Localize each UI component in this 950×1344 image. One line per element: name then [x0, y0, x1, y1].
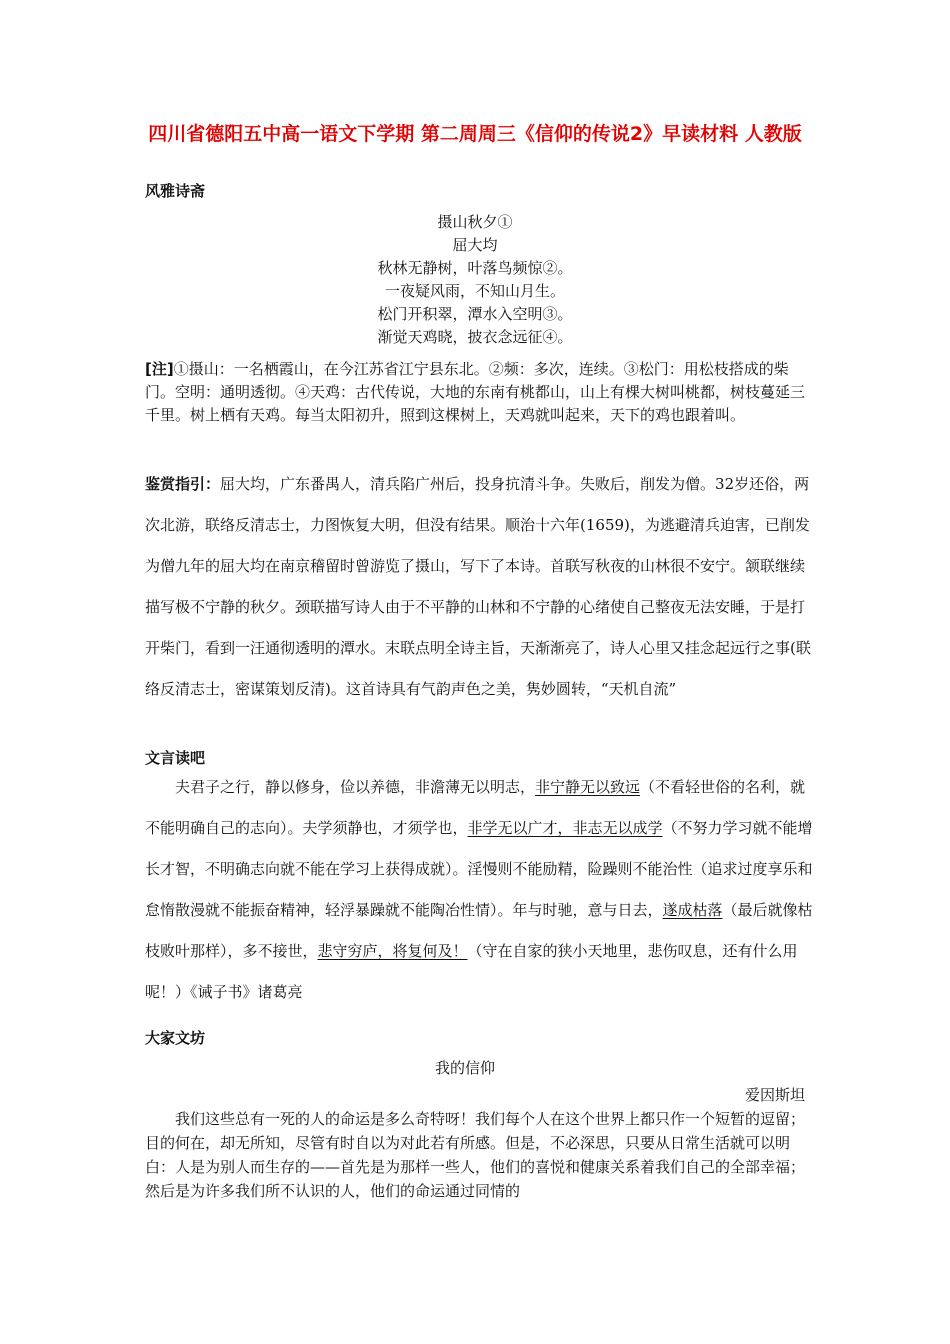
passage-text: 夫君子之行，静以修身，俭以养德，非澹薄无以明志， — [175, 778, 536, 796]
essay-body: 我们这些总有一死的人的命运是多么奇特呀！我们每个人在这个世界上都只作一个短暂的逗留；目的何在，却无所知，尽管有时自以为对此若有所感。但是，不必深思，只要从日常生活就可以明白：人是为别人而生存的——首先是为那样一些人，他们的喜悦和健康关系着我们自己的全部幸福；然后是为许多我们所不认识的人，他们的命运通过同情的 — [145, 1110, 806, 1200]
poem — [290, 211, 660, 349]
classical-passage — [145, 767, 813, 1013]
passage-text: （守在自家的狭小天地里，悲伤叹息，还有什么用呢！）《诫子书》诸葛亮 — [145, 942, 798, 1001]
underlined-phrase: 非宁静无以致远 — [535, 778, 641, 796]
underlined-phrase: 遂成枯落 — [662, 901, 723, 919]
passage-text: （最后就像枯枝败叶那样），多不接世， — [145, 901, 813, 960]
section-heading-essay: 大家文坊 — [145, 1029, 206, 1047]
appreciation-label: 鉴赏指引： — [145, 475, 221, 493]
section-heading-poetry: 风雅诗斋 — [145, 182, 206, 200]
document-title: 四川省德阳五中高一语文下学期 第二周周三《信仰的传说2》早读材料 人教版 — [148, 123, 802, 145]
appreciation-text: 屈大均，广东番禺人，清兵陷广州后，投身抗清斗争。失败后，削发为僧。32岁还俗，两次北游，联络反清志士，力图恢复大明，但没有结果。顺治十六年(1659)，为逃避清兵迫害，已削发为僧九年的屈大均在南京稽留时曾游览了摄山，写下了本诗。首联写秋夜的山林很不安宁。颔联继续描写极不宁静的秋夕。颈联描写诗人由于不平静的山林和不宁静的心绪使自己整夜无法安睡，于是打开柴门，看到一汪通彻透明的潭水。末联点明全诗主旨，天渐渐亮了，诗人心里又挂念起远行之事(联络反清志士，密谋策划反清)。这首诗具有气韵声色之美，隽妙圆转，“天机自流” — [145, 475, 811, 698]
poem-author: 屈大均 — [452, 236, 498, 254]
poem-line: 松门开积翠，潭水入空明③。 — [377, 305, 573, 323]
passage-text: （不努力学习就不能增长才智，不明确志向就不能在学习上获得成就）。淫慢则不能励精，险躁则不能治性（追求过度享乐和怠惰散漫就不能振奋精神，轻浮暴躁就不能陶冶性情）。年与时驰，意与日去， — [145, 819, 813, 919]
poem-title: 摄山秋夕① — [437, 213, 513, 231]
notes-label: [注] — [145, 360, 174, 378]
appreciation-guide — [145, 464, 813, 710]
poem-line: 渐觉天鸡晓，披衣念远征④。 — [377, 328, 573, 346]
underlined-phrase: 非学无以广才，非志无以成学 — [467, 819, 663, 837]
notes-text: ①摄山：一名栖霞山，在今江苏省江宁县东北。②频：多次，连续。③松门：用松枝搭成的柴门。空明：通明透彻。④天鸡：古代传说，大地的东南有桃都山，山上有棵大树叫桃都，树枝蔓延三千里。树上栖有天鸡。每当太阳初升，照到这棵树上，天鸡就叫起来，天下的鸡也跟着叫。 — [145, 360, 806, 424]
poem-line: 秋林无静树，叶落鸟频惊②。 — [377, 259, 573, 277]
passage-text: （不看轻世俗的名利，就不能明确自己的志向）。夫学须静也，才须学也， — [145, 778, 806, 837]
underlined-phrase: 悲守穷庐，将复何及！ — [317, 942, 468, 960]
essay-title: 我的信仰 — [434, 1059, 495, 1077]
poem-line: 一夜疑风雨，不知山月生。 — [384, 282, 565, 300]
essay-author: 爱因斯坦 — [744, 1086, 805, 1104]
section-heading-classical: 文言读吧 — [145, 749, 206, 767]
poem-notes — [145, 358, 813, 427]
